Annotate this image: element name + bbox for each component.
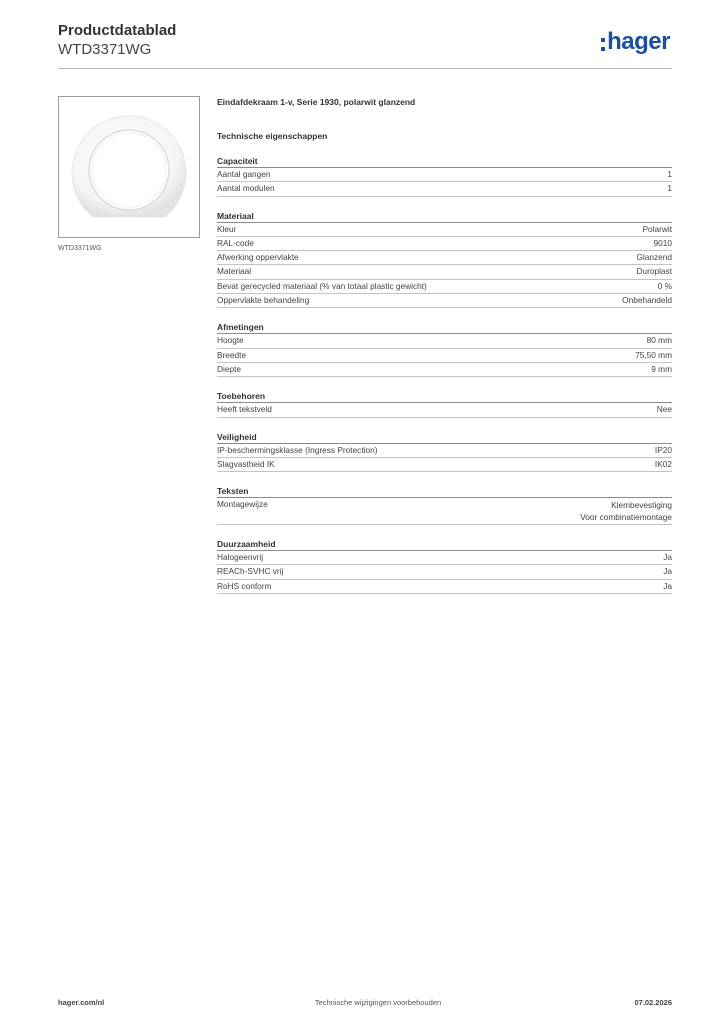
row-label: Materiaal [217,266,252,277]
section-teksten [217,485,672,525]
section-toebehoren [217,390,672,417]
row-value: 1 [667,183,672,194]
row-label: Slagvastheid IK [217,458,275,469]
product-image [58,96,200,238]
row-value: 9 mm [651,363,672,374]
table-row [217,168,672,182]
section-afmetingen [217,321,672,377]
row-value: Ja [663,580,672,591]
row-label: Diepte [217,363,241,374]
tech-properties-title: Technische eigenschappen [217,131,328,141]
table-row [217,280,672,294]
table-row [217,363,672,377]
row-label: Aantal gangen [217,169,271,179]
row-value: IP20 [654,444,672,455]
table-row [217,349,672,363]
row-value: 75,50 mm [635,349,672,360]
footer-date: 07.02.2026 [634,998,672,1007]
row-value [580,498,672,524]
footer-website-link[interactable]: hager.com/nl [58,998,105,1007]
row-label: Afwerking oppervlakte [217,252,299,263]
section-duurzaamheid [217,538,672,594]
row-value: IK02 [654,458,672,469]
footer-disclaimer: Technische wijzigingen voorbehouden [314,998,442,1007]
section-title: Afmetingen [217,321,672,334]
table-row [217,237,672,251]
section-capaciteit [217,155,672,197]
page-header [58,22,672,70]
header-divider [58,68,672,69]
section-title: Duurzaamheid [217,538,672,551]
row-label: Montagewijze [217,499,268,510]
table-row [217,498,672,525]
logo-dots-icon [601,38,605,51]
row-label: Kleur [217,223,237,234]
section-veiligheid [217,431,672,473]
row-label: REACh-SVHC vrij [217,566,284,577]
table-row [217,265,672,279]
row-value: Glanzend [636,252,672,263]
document-title: Productdatablad [58,22,177,39]
section-title: Capaciteit [217,155,672,168]
row-label: RAL-code [217,237,254,248]
row-value: Ja [663,566,672,577]
row-value-line: Voor combinatiemontage [580,512,672,523]
row-value: Duroplast [636,266,672,277]
table-row [217,551,672,565]
row-label: IP-beschermingsklasse (Ingress Protection) [217,444,378,455]
table-row [217,565,672,579]
table-row [217,444,672,458]
section-materiaal [217,210,672,309]
section-title: Teksten [217,485,672,498]
row-label: Breedte [217,349,247,360]
table-row [217,458,672,472]
row-value: Ja [663,552,672,563]
row-label: Oppervlakte behandeling [217,295,310,306]
row-label: RoHS conform [217,580,272,591]
product-details [217,96,672,594]
row-value-line: Klembevestiging [611,500,672,511]
product-description: Eindafdekraam 1-v, Serie 1930, polarwit glanzend [217,97,416,107]
section-title: Materiaal [217,210,672,223]
table-row [217,251,672,265]
row-label: Heeft tekstveld [217,404,272,415]
section-title: Veiligheid [217,431,672,444]
logo-text: hager [607,28,670,55]
section-title: Toebehoren [217,390,672,403]
row-value: 1 [667,169,672,179]
row-value: Polarwit [642,223,672,234]
row-value: 0 % [657,280,672,291]
table-row [217,182,672,196]
cover-frame-icon [59,97,199,237]
image-caption: WTD3371WG [58,245,102,252]
row-value: 9010 [653,237,672,248]
table-row [217,223,672,237]
row-label: Aantal modulen [217,183,275,194]
table-row [217,580,672,594]
row-value: Onbehandeld [622,295,672,306]
row-label: Hoogte [217,335,244,346]
hager-logo [601,30,670,54]
table-row [217,403,672,417]
row-label: Halogeenvrij [217,552,264,563]
row-value: 80 mm [646,335,672,346]
row-value: Nee [656,404,672,415]
table-row [217,294,672,308]
product-code: WTD3371WG [58,41,152,58]
table-row [217,334,672,348]
row-label: Bevat gerecycled materiaal (% van totaal plastic gewicht) [217,280,427,291]
